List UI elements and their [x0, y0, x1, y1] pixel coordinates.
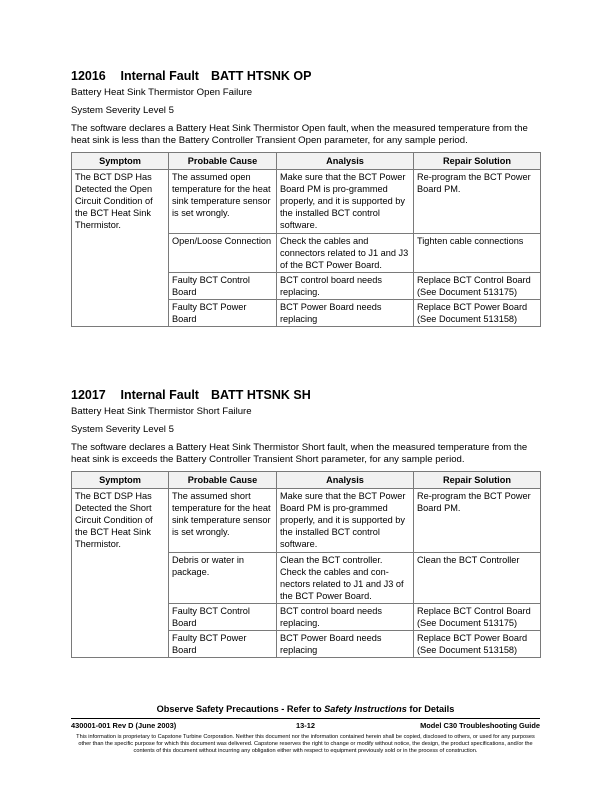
- doc-number: 430001-001 Rev D (June 2003): [71, 721, 177, 730]
- header-repair-solution: Repair Solution: [414, 472, 541, 489]
- fault-description: The software declares a Battery Heat Sink Thermistor Open fault, when the measured temperature from the heat sink is less than the Battery Controller Transient Open parameter, for any sample period.: [71, 123, 528, 146]
- troubleshooting-table: [71, 152, 541, 327]
- repair-cell: Clean the BCT Controller: [414, 552, 541, 603]
- fault-code: 12017: [71, 388, 106, 402]
- footer-bar: [71, 721, 540, 731]
- analysis-cell: Make sure that the BCT Power Board PM is pro-grammed properly, and it is supported by the installed BCT control software.: [277, 170, 414, 233]
- footer-divider: [71, 718, 540, 719]
- legal-notice: This information is proprietary to Capstone Turbine Corporation. Neither this document nor the information contained herein shall be copied, disclosed to others, or used for any purposes other than the specific purpose for which this document was delivered. Capstone reserves the right to change or modify without notice, the design, the product specifications, and/or the contents of this document without incurring any obligation either with respect to equipment previously sold or in the process of construction.: [76, 734, 535, 754]
- header-analysis: Analysis: [277, 472, 414, 489]
- fault-name: BATT HTSNK SH: [210, 388, 311, 402]
- fault-kind: Internal Fault: [120, 388, 199, 402]
- safety-suffix: for Details: [406, 704, 455, 714]
- safety-link-text: Safety Instructions: [324, 704, 407, 714]
- fault-section-12017: [71, 387, 540, 658]
- repair-cell: Replace BCT Control Board (See Document 513175): [414, 603, 541, 630]
- fault-kind: Internal Fault: [120, 69, 199, 83]
- symptom-cell: The BCT DSP Has Detected the Open Circuit Condition of the BCT Heat Sink Thermistor.: [72, 170, 169, 327]
- header-symptom: Symptom: [72, 153, 169, 170]
- table-row: [72, 489, 541, 552]
- table-row: [72, 170, 541, 233]
- cause-cell: Open/Loose Connection: [169, 233, 277, 272]
- fault-section-12016: [71, 68, 540, 327]
- fault-severity: System Severity Level 5: [71, 105, 174, 116]
- header-symptom: Symptom: [72, 472, 169, 489]
- safety-prefix: Observe Safety Precautions - Refer to: [156, 704, 325, 714]
- fault-subtitle: Battery Heat Sink Thermistor Open Failure: [71, 87, 253, 98]
- cause-cell: The assumed short temperature for the heat sink temperature sensor is set wrongly.: [169, 489, 277, 552]
- cause-cell: Faulty BCT Power Board: [169, 631, 277, 658]
- repair-cell: Re-program the BCT Power Board PM.: [414, 170, 541, 233]
- repair-cell: Re-program the BCT Power Board PM.: [414, 489, 541, 552]
- fault-description: The software declares a Battery Heat Sink Thermistor Short fault, when the measured temperature from the heat sink is exceeds the Battery Controller Transient Short parameter, for any sample period.: [71, 442, 528, 465]
- guide-title: Model C30 Troubleshooting Guide: [420, 721, 540, 730]
- repair-cell: Replace BCT Power Board (See Document 513158): [414, 631, 541, 658]
- fault-name: BATT HTSNK OP: [210, 69, 312, 83]
- repair-cell: Replace BCT Control Board (See Document 513175): [414, 272, 541, 299]
- cause-cell: The assumed open temperature for the heat sink temperature sensor is set wrongly.: [169, 170, 277, 233]
- fault-subtitle: Battery Heat Sink Thermistor Short Failure: [71, 406, 252, 417]
- repair-cell: Tighten cable connections: [414, 233, 541, 272]
- fault-code: 12016: [71, 69, 106, 83]
- analysis-cell: BCT control board needs replacing.: [277, 272, 414, 299]
- troubleshooting-table: [71, 471, 541, 658]
- safety-note: [71, 704, 540, 714]
- cause-cell: Faulty BCT Power Board: [169, 300, 277, 327]
- cause-cell: Faulty BCT Control Board: [169, 603, 277, 630]
- analysis-cell: BCT Power Board needs replacing: [277, 300, 414, 327]
- header-analysis: Analysis: [277, 153, 414, 170]
- symptom-cell: The BCT DSP Has Detected the Short Circuit Condition of the BCT Heat Sink Thermistor.: [72, 489, 169, 658]
- fault-severity: System Severity Level 5: [71, 424, 174, 435]
- analysis-cell: Clean the BCT controller. Check the cables and con-nectors related to J1 and J3 of the BCT Power Board.: [277, 552, 414, 603]
- cause-cell: Faulty BCT Control Board: [169, 272, 277, 299]
- analysis-cell: BCT Power Board needs replacing: [277, 631, 414, 658]
- repair-cell: Replace BCT Power Board (See Document 513158): [414, 300, 541, 327]
- analysis-cell: BCT control board needs replacing.: [277, 603, 414, 630]
- header-probable-cause: Probable Cause: [169, 153, 277, 170]
- fault-heading: [71, 387, 540, 403]
- cause-cell: Debris or water in package.: [169, 552, 277, 603]
- header-repair-solution: Repair Solution: [414, 153, 541, 170]
- page-number: 13-12: [296, 721, 315, 730]
- fault-heading: [71, 68, 540, 84]
- header-probable-cause: Probable Cause: [169, 472, 277, 489]
- analysis-cell: Make sure that the BCT Power Board PM is pro-grammed properly, and it is supported by the installed BCT control software.: [277, 489, 414, 552]
- analysis-cell: Check the cables and connectors related to J1 and J3 of the BCT Power Board.: [277, 233, 414, 272]
